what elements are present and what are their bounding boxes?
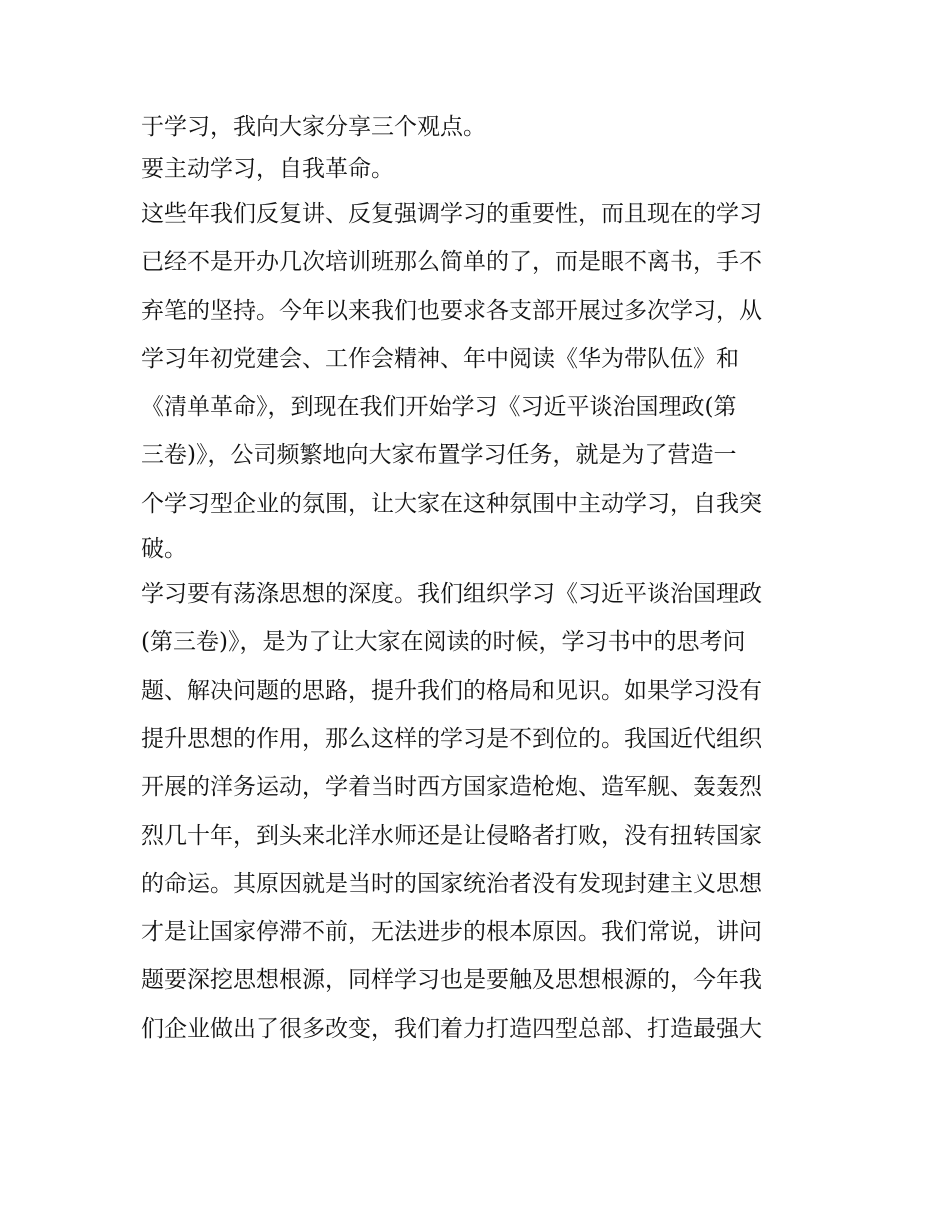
text-line: 三卷)》，公司频繁地向大家布置学习任务，就是为了营造一 <box>141 442 737 469</box>
text-line: 要主动学习，自我革命。 <box>141 156 394 182</box>
text-line: 学习要有荡涤思想的深度。我们组织学习《习近平谈治国理政 <box>141 581 762 608</box>
text-line: 学习年初党建会、工作会精神、年中阅读《华为带队伍》和 <box>141 345 739 372</box>
text-line: 弃笔的坚持。今年以来我们也要求各支部开展过多次学习，从 <box>141 297 762 324</box>
text-line: 于学习，我向大家分享三个观点。 <box>141 114 486 140</box>
text-line: 这些年我们反复讲、反复强调学习的重要性，而且现在的学习 <box>141 201 762 227</box>
text-line: 破。 <box>141 536 187 563</box>
text-line: 烈几十年，到头来北洋水师还是让侵略者打败，没有扭转国家 <box>141 822 762 849</box>
text-line: 们企业做出了很多改变，我们着力打造四型总部、打造最强大 <box>141 1015 762 1042</box>
text-line: 《清单革命》，到现在我们开始学习《习近平谈治国理政(第 <box>141 394 737 421</box>
text-line: 题要深挖思想根源，同样学习也是要触及思想根源的，今年我 <box>141 967 762 994</box>
text-line: 题、解决问题的思路，提升我们的格局和见识。如果学习没有 <box>141 677 762 704</box>
text-line: (第三卷)》，是为了让大家在阅读的时候，学习书中的思考问 <box>141 629 746 656</box>
text-line: 开展的洋务运动，学着当时西方国家造枪炮、造军舰、轰轰烈 <box>141 774 762 801</box>
text-line: 才是让国家停滞不前，无法进步的根本原因。我们常说，讲问 <box>141 919 762 946</box>
text-line: 已经不是开办几次培训班那么简单的了，而是眼不离书，手不 <box>141 249 762 276</box>
text-line: 的命运。其原因就是当时的国家统治者没有发现封建主义思想 <box>141 870 762 897</box>
body-text <box>141 106 821 1053</box>
text-line: 提升思想的作用，那么这样的学习是不到位的。我国近代组织 <box>141 725 762 752</box>
text-line: 个学习型企业的氛围，让大家在这种氛围中主动学习，自我突 <box>141 490 762 517</box>
